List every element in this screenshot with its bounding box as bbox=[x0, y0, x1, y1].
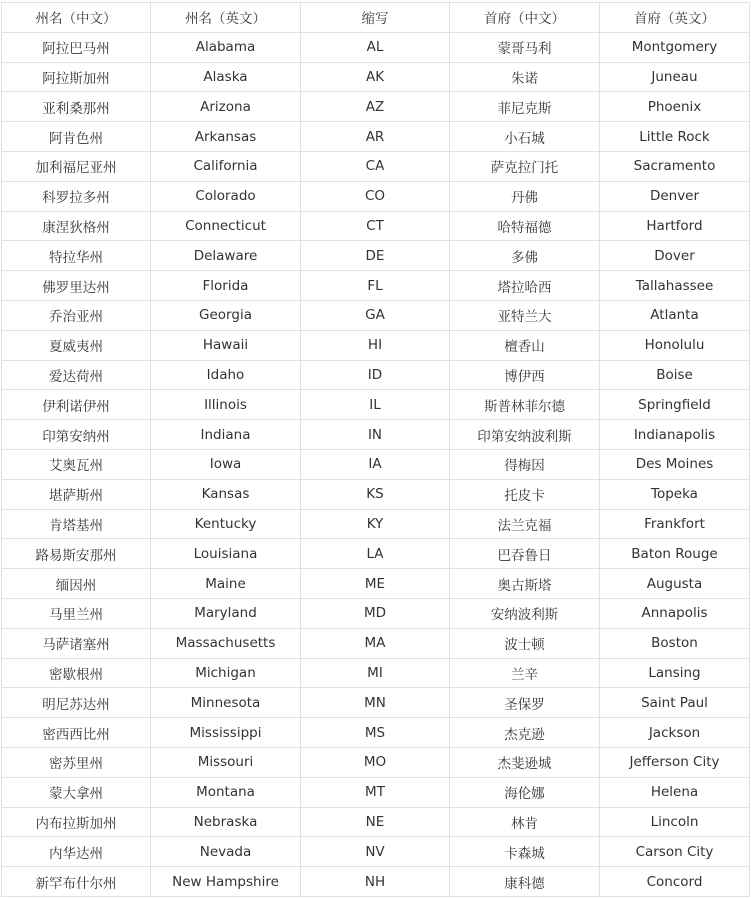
cell-capital-en: Denver bbox=[600, 181, 750, 211]
cell-state-en: Montana bbox=[151, 777, 301, 807]
cell-capital-zh: 蒙哥马利 bbox=[450, 32, 600, 62]
cell-capital-en: Lincoln bbox=[600, 807, 750, 837]
cell-state-en: Nevada bbox=[151, 837, 301, 867]
cell-state-en: Georgia bbox=[151, 300, 301, 330]
cell-abbreviation: MN bbox=[301, 688, 450, 718]
cell-state-en: Connecticut bbox=[151, 211, 301, 241]
cell-abbreviation: AZ bbox=[301, 92, 450, 122]
cell-capital-zh: 朱诺 bbox=[450, 62, 600, 92]
table-row bbox=[2, 360, 750, 390]
cell-state-en: Maryland bbox=[151, 598, 301, 628]
cell-state-en: Minnesota bbox=[151, 688, 301, 718]
cell-abbreviation: ME bbox=[301, 569, 450, 599]
table-row bbox=[2, 688, 750, 718]
cell-state-zh: 明尼苏达州 bbox=[2, 688, 151, 718]
cell-capital-zh: 兰辛 bbox=[450, 658, 600, 688]
cell-state-en: Maine bbox=[151, 569, 301, 599]
cell-state-en: Missouri bbox=[151, 747, 301, 777]
cell-state-zh: 密苏里州 bbox=[2, 747, 151, 777]
cell-state-zh: 科罗拉多州 bbox=[2, 181, 151, 211]
cell-capital-en: Montgomery bbox=[600, 32, 750, 62]
cell-state-zh: 夏威夷州 bbox=[2, 330, 151, 360]
cell-abbreviation: FL bbox=[301, 271, 450, 301]
cell-capital-en: Saint Paul bbox=[600, 688, 750, 718]
cell-state-en: Mississippi bbox=[151, 718, 301, 748]
cell-abbreviation: AK bbox=[301, 62, 450, 92]
cell-abbreviation: MT bbox=[301, 777, 450, 807]
cell-abbreviation: IL bbox=[301, 390, 450, 420]
cell-capital-en: Indianapolis bbox=[600, 420, 750, 450]
cell-capital-en: Jefferson City bbox=[600, 747, 750, 777]
cell-capital-zh: 塔拉哈西 bbox=[450, 271, 600, 301]
cell-capital-en: Jackson bbox=[600, 718, 750, 748]
cell-abbreviation: NV bbox=[301, 837, 450, 867]
table-row bbox=[2, 241, 750, 271]
cell-capital-en: Concord bbox=[600, 867, 750, 897]
table-row bbox=[2, 330, 750, 360]
cell-capital-zh: 林肯 bbox=[450, 807, 600, 837]
table-row bbox=[2, 62, 750, 92]
cell-abbreviation: AL bbox=[301, 32, 450, 62]
cell-abbreviation: NE bbox=[301, 807, 450, 837]
cell-capital-en: Hartford bbox=[600, 211, 750, 241]
cell-state-en: Indiana bbox=[151, 420, 301, 450]
cell-state-zh: 乔治亚州 bbox=[2, 300, 151, 330]
table-row bbox=[2, 598, 750, 628]
cell-state-zh: 堪萨斯州 bbox=[2, 479, 151, 509]
cell-capital-zh: 檀香山 bbox=[450, 330, 600, 360]
cell-capital-en: Sacramento bbox=[600, 151, 750, 181]
cell-capital-zh: 亚特兰大 bbox=[450, 300, 600, 330]
cell-capital-zh: 丹佛 bbox=[450, 181, 600, 211]
cell-abbreviation: LA bbox=[301, 539, 450, 569]
cell-capital-en: Tallahassee bbox=[600, 271, 750, 301]
cell-state-en: Arizona bbox=[151, 92, 301, 122]
cell-state-zh: 佛罗里达州 bbox=[2, 271, 151, 301]
cell-state-en: Alaska bbox=[151, 62, 301, 92]
cell-state-en: Kentucky bbox=[151, 509, 301, 539]
table-row bbox=[2, 420, 750, 450]
table-row bbox=[2, 300, 750, 330]
table-row bbox=[2, 211, 750, 241]
cell-state-zh: 亚利桑那州 bbox=[2, 92, 151, 122]
cell-state-zh: 蒙大拿州 bbox=[2, 777, 151, 807]
cell-capital-zh: 安纳波利斯 bbox=[450, 598, 600, 628]
cell-state-zh: 特拉华州 bbox=[2, 241, 151, 271]
header-row bbox=[2, 3, 750, 33]
cell-capital-zh: 圣保罗 bbox=[450, 688, 600, 718]
cell-abbreviation: MI bbox=[301, 658, 450, 688]
table-row bbox=[2, 449, 750, 479]
header-state-zh: 州名（中文） bbox=[2, 3, 151, 33]
cell-capital-en: Honolulu bbox=[600, 330, 750, 360]
cell-state-en: Alabama bbox=[151, 32, 301, 62]
cell-state-zh: 缅因州 bbox=[2, 569, 151, 599]
table-row bbox=[2, 92, 750, 122]
cell-capital-en: Topeka bbox=[600, 479, 750, 509]
table-row bbox=[2, 658, 750, 688]
cell-capital-en: Des Moines bbox=[600, 449, 750, 479]
table-header bbox=[2, 3, 750, 33]
cell-state-en: Michigan bbox=[151, 658, 301, 688]
cell-abbreviation: NH bbox=[301, 867, 450, 897]
cell-state-zh: 密歇根州 bbox=[2, 658, 151, 688]
cell-abbreviation: MA bbox=[301, 628, 450, 658]
header-state-en: 州名（英文） bbox=[151, 3, 301, 33]
cell-capital-zh: 斯普林菲尔德 bbox=[450, 390, 600, 420]
cell-state-en: Colorado bbox=[151, 181, 301, 211]
cell-state-en: California bbox=[151, 151, 301, 181]
cell-capital-en: Frankfort bbox=[600, 509, 750, 539]
cell-state-en: Massachusetts bbox=[151, 628, 301, 658]
table-row bbox=[2, 807, 750, 837]
cell-abbreviation: MS bbox=[301, 718, 450, 748]
cell-capital-zh: 菲尼克斯 bbox=[450, 92, 600, 122]
cell-state-zh: 密西西比州 bbox=[2, 718, 151, 748]
cell-state-en: New Hampshire bbox=[151, 867, 301, 897]
cell-state-zh: 伊利诺伊州 bbox=[2, 390, 151, 420]
cell-capital-en: Little Rock bbox=[600, 122, 750, 152]
cell-state-en: Iowa bbox=[151, 449, 301, 479]
cell-abbreviation: CT bbox=[301, 211, 450, 241]
cell-state-zh: 阿拉巴马州 bbox=[2, 32, 151, 62]
cell-state-en: Nebraska bbox=[151, 807, 301, 837]
table-row bbox=[2, 32, 750, 62]
cell-abbreviation: KS bbox=[301, 479, 450, 509]
cell-capital-en: Phoenix bbox=[600, 92, 750, 122]
cell-capital-en: Augusta bbox=[600, 569, 750, 599]
cell-capital-en: Baton Rouge bbox=[600, 539, 750, 569]
cell-capital-zh: 博伊西 bbox=[450, 360, 600, 390]
cell-abbreviation: KY bbox=[301, 509, 450, 539]
cell-abbreviation: AR bbox=[301, 122, 450, 152]
cell-state-en: Arkansas bbox=[151, 122, 301, 152]
cell-capital-zh: 杰斐逊城 bbox=[450, 747, 600, 777]
cell-abbreviation: ID bbox=[301, 360, 450, 390]
cell-state-en: Idaho bbox=[151, 360, 301, 390]
cell-abbreviation: MD bbox=[301, 598, 450, 628]
cell-capital-zh: 托皮卡 bbox=[450, 479, 600, 509]
cell-capital-zh: 卡森城 bbox=[450, 837, 600, 867]
cell-state-zh: 路易斯安那州 bbox=[2, 539, 151, 569]
cell-abbreviation: GA bbox=[301, 300, 450, 330]
cell-capital-zh: 萨克拉门托 bbox=[450, 151, 600, 181]
cell-abbreviation: CA bbox=[301, 151, 450, 181]
cell-capital-zh: 法兰克福 bbox=[450, 509, 600, 539]
table-row bbox=[2, 569, 750, 599]
table-body bbox=[2, 32, 750, 896]
cell-state-zh: 加利福尼亚州 bbox=[2, 151, 151, 181]
table-row bbox=[2, 837, 750, 867]
cell-capital-en: Lansing bbox=[600, 658, 750, 688]
cell-state-zh: 马萨诸塞州 bbox=[2, 628, 151, 658]
cell-state-zh: 新罕布什尔州 bbox=[2, 867, 151, 897]
cell-capital-en: Dover bbox=[600, 241, 750, 271]
cell-capital-zh: 得梅因 bbox=[450, 449, 600, 479]
table-row bbox=[2, 390, 750, 420]
cell-capital-zh: 多佛 bbox=[450, 241, 600, 271]
cell-capital-en: Atlanta bbox=[600, 300, 750, 330]
cell-state-zh: 阿拉斯加州 bbox=[2, 62, 151, 92]
header-capital-en: 首府（英文） bbox=[600, 3, 750, 33]
cell-capital-zh: 印第安纳波利斯 bbox=[450, 420, 600, 450]
cell-capital-zh: 小石城 bbox=[450, 122, 600, 152]
table-row bbox=[2, 777, 750, 807]
header-capital-zh: 首府（中文） bbox=[450, 3, 600, 33]
cell-state-zh: 爱达荷州 bbox=[2, 360, 151, 390]
cell-state-zh: 康涅狄格州 bbox=[2, 211, 151, 241]
cell-state-zh: 内华达州 bbox=[2, 837, 151, 867]
cell-state-zh: 肯塔基州 bbox=[2, 509, 151, 539]
cell-capital-zh: 杰克逊 bbox=[450, 718, 600, 748]
cell-capital-en: Juneau bbox=[600, 62, 750, 92]
cell-abbreviation: HI bbox=[301, 330, 450, 360]
cell-capital-zh: 奥古斯塔 bbox=[450, 569, 600, 599]
cell-capital-en: Helena bbox=[600, 777, 750, 807]
cell-state-zh: 阿肯色州 bbox=[2, 122, 151, 152]
cell-capital-zh: 哈特福德 bbox=[450, 211, 600, 241]
table-row bbox=[2, 122, 750, 152]
header-abbreviation: 缩写 bbox=[301, 3, 450, 33]
table-row bbox=[2, 181, 750, 211]
table-row bbox=[2, 479, 750, 509]
table-row bbox=[2, 271, 750, 301]
table-row bbox=[2, 539, 750, 569]
cell-state-en: Florida bbox=[151, 271, 301, 301]
cell-abbreviation: DE bbox=[301, 241, 450, 271]
cell-state-zh: 内布拉斯加州 bbox=[2, 807, 151, 837]
cell-capital-zh: 波士顿 bbox=[450, 628, 600, 658]
cell-capital-en: Boise bbox=[600, 360, 750, 390]
table-row bbox=[2, 151, 750, 181]
cell-capital-en: Annapolis bbox=[600, 598, 750, 628]
table-row bbox=[2, 628, 750, 658]
cell-state-en: Delaware bbox=[151, 241, 301, 271]
table-row bbox=[2, 867, 750, 897]
cell-state-en: Illinois bbox=[151, 390, 301, 420]
cell-state-zh: 印第安纳州 bbox=[2, 420, 151, 450]
table-row bbox=[2, 718, 750, 748]
cell-state-zh: 马里兰州 bbox=[2, 598, 151, 628]
cell-abbreviation: IN bbox=[301, 420, 450, 450]
cell-capital-en: Springfield bbox=[600, 390, 750, 420]
cell-state-zh: 艾奥瓦州 bbox=[2, 449, 151, 479]
table-row bbox=[2, 509, 750, 539]
cell-abbreviation: CO bbox=[301, 181, 450, 211]
table-row bbox=[2, 747, 750, 777]
cell-capital-zh: 巴吞鲁日 bbox=[450, 539, 600, 569]
cell-capital-zh: 海伦娜 bbox=[450, 777, 600, 807]
cell-state-en: Hawaii bbox=[151, 330, 301, 360]
cell-abbreviation: MO bbox=[301, 747, 450, 777]
states-table bbox=[1, 2, 750, 897]
cell-state-en: Louisiana bbox=[151, 539, 301, 569]
cell-abbreviation: IA bbox=[301, 449, 450, 479]
cell-capital-zh: 康科德 bbox=[450, 867, 600, 897]
cell-capital-en: Boston bbox=[600, 628, 750, 658]
cell-state-en: Kansas bbox=[151, 479, 301, 509]
cell-capital-en: Carson City bbox=[600, 837, 750, 867]
